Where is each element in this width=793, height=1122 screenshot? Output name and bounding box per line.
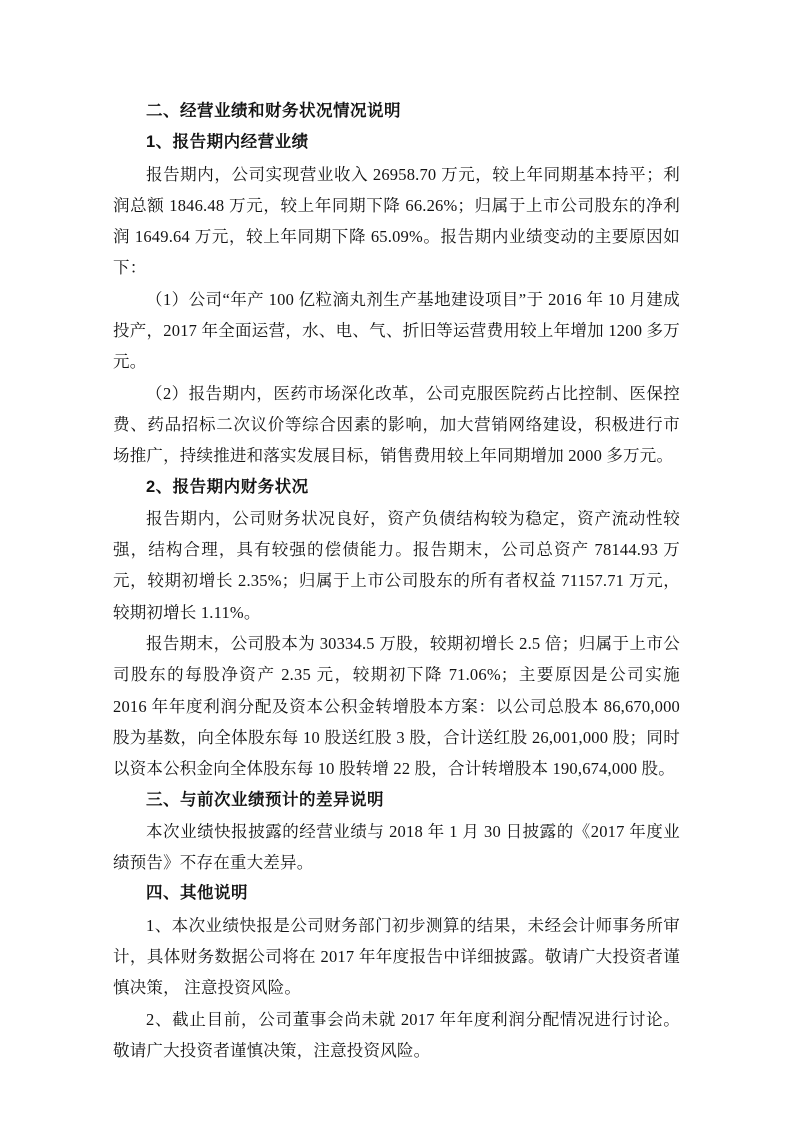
para-reason-2: （2）报告期内，医药市场深化改革，公司克服医院药占比控制、医保控费、药品招标二次议价等综合因素的影响，加大营销网络建设，积极进行市场推广，持续推进和落实发展目标，销售费用较上年同期增加 2000 多万元。	[113, 383, 680, 466]
para-financial-status: 报告期内，公司财务状况良好，资产负债结构较为稳定，资产流动性较强，结构合理，具有较强的偿债能力。报告期末，公司总资产 78144.93 万元，较期初增长 2.35%；归属于上市公司股东的所有者权益 71157.71 万元，较期初增长 1.11%。	[113, 508, 680, 622]
para-other-note-1: 1、本次业绩快报是公司财务部门初步测算的结果，未经会计师事务所审计，具体财务数据公司将在 2017 年年度报告中详细披露。敬请广大投资者谨慎决策， 注意投资风险。	[113, 915, 680, 998]
section-3-heading: 三、与前次业绩预计的差异说明	[146, 790, 384, 809]
section-2-heading: 二、经营业绩和财务状况情况说明	[146, 102, 401, 120]
document-content	[113, 96, 680, 1066]
subsection-2-1-heading: 1、报告期内经营业绩	[146, 133, 309, 152]
para-reason-1: （1）公司“年产 100 亿粒滴丸剂生产基地建设项目”于 2016 年 10 月建成投产，2017 年全面运营，水、电、气、折旧等运营费用较上年增加 1200 多万元。	[113, 289, 680, 372]
subsection-2-2-heading: 2、报告期内财务状况	[146, 477, 309, 496]
para-forecast-difference: 本次业绩快报披露的经营业绩与 2018 年 1 月 30 日披露的《2017 年度业绩预告》不存在重大差异。	[113, 821, 680, 873]
section-4-heading: 四、其他说明	[146, 884, 248, 903]
para-share-capital: 报告期末，公司股本为 30334.5 万股，较期初增长 2.5 倍；归属于上市公司股东的每股净资产 2.35 元，较期初下降 71.06%；主要原因是公司实施 2016 年年度利润分配及资本公积金转增股本方案：以公司总股本 86,670,000 股为基数，向全体股东每 10 股送红股 3 股，合计送红股 26,001,000 股；同时以资本公积金向全体股东每 10 股转增 22 股，合计转增股本 190,674,000 股。	[113, 634, 680, 779]
para-other-note-2: 2、截止目前，公司董事会尚未就 2017 年年度利润分配情况进行讨论。敬请广大投资者谨慎决策，注意投资风险。	[113, 1009, 680, 1060]
para-operating-results: 报告期内，公司实现营业收入 26958.70 万元，较上年同期基本持平；利润总额 1846.48 万元，较上年同期下降 66.26%；归属于上市公司股东的净利润 1649.64 万元，较上年同期下降 65.09%。报告期内业绩变动的主要原因如下：	[113, 164, 680, 278]
